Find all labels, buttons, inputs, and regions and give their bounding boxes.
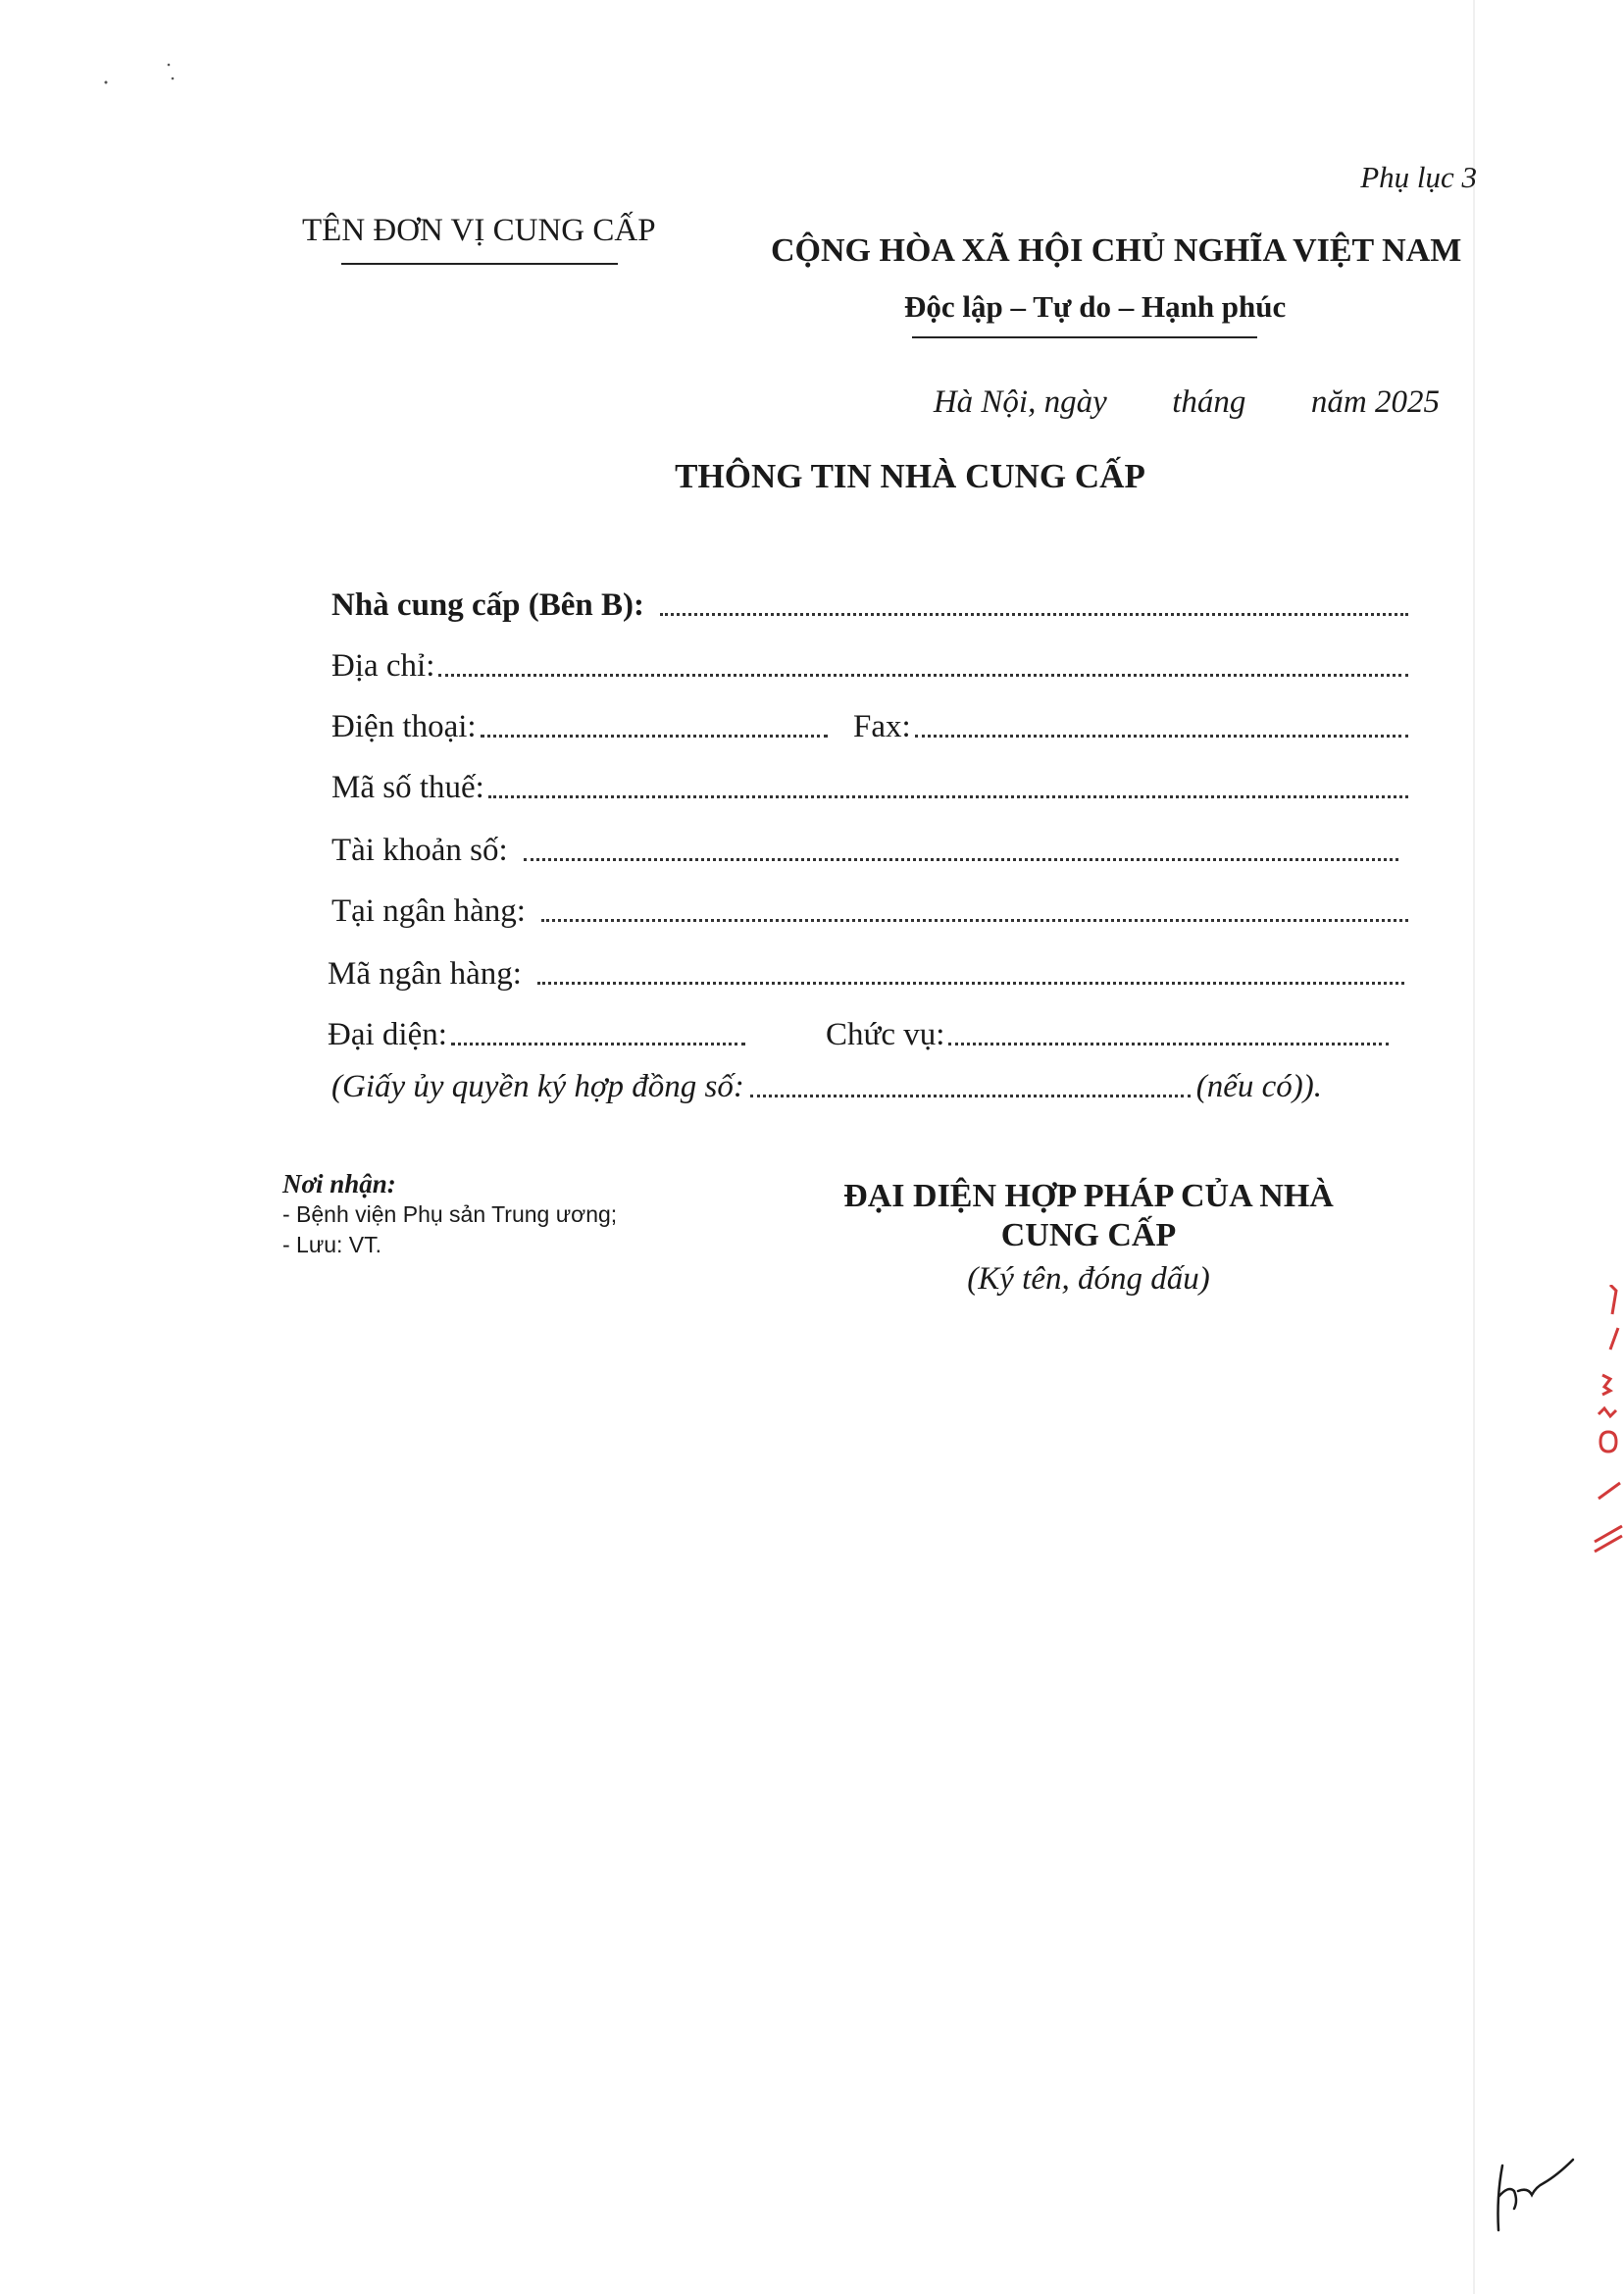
field-position-label: Chức vụ: [826,1017,945,1052]
proxy-label: (Giấy ủy quyền ký hợp đồng số: [331,1069,744,1104]
proxy-blank[interactable] [750,1095,1191,1097]
recipients-heading: Nơi nhận: [282,1169,396,1198]
field-phone-fax [331,698,1412,745]
field-tax-code-blank[interactable] [488,795,1408,798]
field-account-no-blank[interactable] [524,858,1398,861]
field-representative[interactable] [328,1017,749,1053]
date-month: tháng [1172,384,1246,420]
field-supplier[interactable] [331,577,1412,624]
field-supplier-blank[interactable] [660,613,1408,616]
field-representative-blank[interactable] [451,1043,745,1045]
stamp-fragment [1589,1285,1624,1579]
field-phone-blank[interactable] [481,735,828,738]
date-year: năm 2025 [1310,384,1440,420]
date-line [934,384,1440,421]
field-proxy[interactable] [331,1069,1322,1105]
signature-block [814,1177,1363,1298]
field-fax[interactable] [853,709,1412,745]
field-address[interactable] [331,637,1412,685]
document-title: THÔNG TIN NHÀ CUNG CẤP [675,457,1145,495]
field-representative-position [328,1006,1393,1053]
field-address-label: Địa chỉ: [331,648,435,684]
field-phone-label: Điện thoại: [331,709,477,744]
field-representative-label: Đại diện: [328,1017,447,1052]
field-position-blank[interactable] [948,1043,1389,1045]
field-position[interactable] [826,1017,1393,1053]
date-place: Hà Nội, ngày [933,384,1107,420]
scan-specks [98,57,186,96]
field-tax-code-label: Mã số thuế: [331,770,484,805]
field-tax-code[interactable] [331,759,1412,806]
signature-note: (Ký tên, đóng dấu) [967,1261,1210,1297]
field-bank-blank[interactable] [541,919,1408,922]
field-address-blank[interactable] [438,674,1408,677]
field-fax-label: Fax: [853,709,911,744]
field-supplier-label: Nhà cung cấp (Bên B): [331,587,645,623]
handwritten-initials [1489,2158,1577,2236]
field-bank-code-label: Mã ngân hàng: [328,956,522,992]
field-bank[interactable] [331,883,1412,930]
field-account-no[interactable] [331,822,1402,869]
proxy-suffix: (nếu có)). [1195,1069,1322,1104]
field-phone[interactable] [331,709,832,745]
national-title: CỘNG HÒA XÃ HỘI CHỦ NGHĨA VIỆT NAM [771,232,1462,269]
page-edge-shadow [1473,0,1475,2294]
field-account-no-label: Tài khoản số: [331,833,508,868]
motto-underline [912,336,1257,338]
appendix-label: Phụ lục 3 [1360,160,1477,194]
field-bank-code[interactable] [328,945,1408,993]
field-fax-blank[interactable] [915,735,1408,738]
supplier-unit-name: TÊN ĐƠN VỊ CUNG CẤP [302,213,656,248]
recipient-item: - Bệnh viện Phụ sản Trung ương; [282,1201,618,1227]
recipients-block [282,1169,617,1260]
signature-title: ĐẠI DIỆN HỢP PHÁP CỦA NHÀ CUNG CẤP [843,1178,1334,1253]
national-motto: Độc lập – Tự do – Hạnh phúc [904,289,1287,324]
unit-name-underline [341,263,618,265]
field-bank-code-blank[interactable] [537,982,1404,985]
recipient-item: - Lưu: VT. [282,1232,382,1257]
field-bank-label: Tại ngân hàng: [331,893,526,929]
